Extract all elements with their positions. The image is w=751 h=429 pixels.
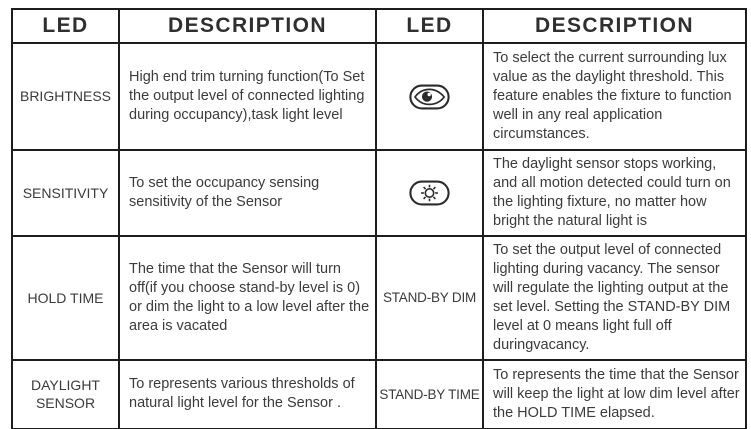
description-sensitivity: To set the occupancy sensing sensitivity of the Sensor	[119, 150, 376, 236]
description-daylight-enable: To select the current surrounding lux value as the daylight threshold. This feature enables the fixture to function well in any real application circumstances.	[483, 43, 746, 150]
table-row-hold-time	[12, 236, 746, 360]
led-description-table	[11, 8, 747, 429]
description-daylight-sensor: To represents various thresholds of natural light level for the Sensor .	[119, 360, 376, 429]
description-standby-time: To represents the time that the Sensor will keep the light at low dim level after the HOLD TIME elapsed.	[483, 360, 746, 429]
led-label-hold-time: HOLD TIME	[12, 236, 119, 360]
description-standby-dim: To set the output level of connected lighting during vacancy. The sensor will regulate the lighting output at the set level. Setting the STAND-BY DIM level at 0 means light full off duringvacancy.	[483, 236, 746, 360]
led-label-daylight-sensor: DAYLIGHT SENSOR	[12, 360, 119, 429]
led-label-standby-dim: STAND-BY DIM	[376, 236, 483, 360]
led-label-standby-time: STAND-BY TIME	[376, 360, 483, 429]
header-cell-led-left: LED	[12, 9, 119, 43]
table-row-brightness	[12, 43, 746, 150]
sun-icon	[409, 180, 450, 206]
led-cell-daylight-disable	[376, 150, 483, 236]
eye-icon	[409, 84, 450, 110]
description-hold-time: The time that the Sensor will turn off(if you choose stand-by level is 0) or dim the light to a low level after the area is vacated	[119, 236, 376, 360]
table-row-sensitivity	[12, 150, 746, 236]
led-label-sensitivity: SENSITIVITY	[12, 150, 119, 236]
led-description-table-wrap	[11, 8, 747, 429]
header-row	[12, 9, 746, 43]
header-cell-description-right: DESCRIPTION	[483, 9, 746, 43]
header-cell-led-right: LED	[376, 9, 483, 43]
description-brightness: High end trim turning function(To Set the output level of connected lighting during occupancy),task light level	[119, 43, 376, 150]
description-daylight-disable: The daylight sensor stops working, and all motion detected could turn on the lighting fixture, no matter how bright the natural light is	[483, 150, 746, 236]
header-cell-description-left: DESCRIPTION	[119, 9, 376, 43]
led-cell-daylight-enable	[376, 43, 483, 150]
led-label-brightness: BRIGHTNESS	[12, 43, 119, 150]
table-row-daylight-sensor	[12, 360, 746, 429]
